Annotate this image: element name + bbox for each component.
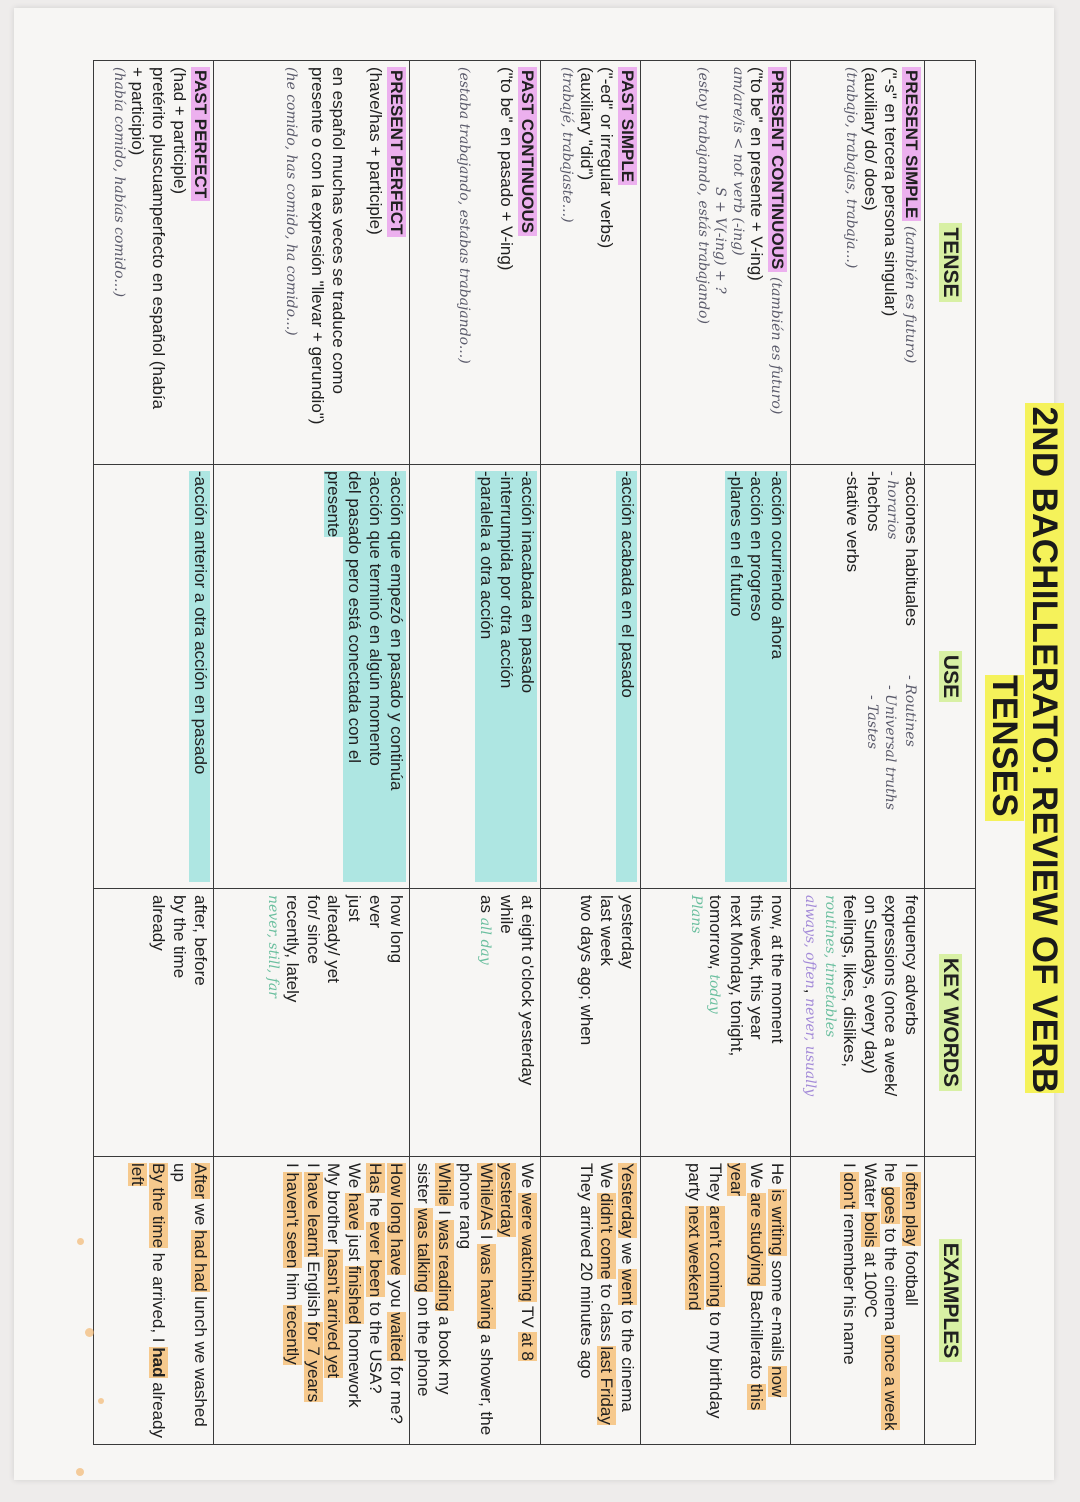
verb-tenses-table <box>93 60 976 1445</box>
tense-name: PAST PERFECT <box>191 67 210 201</box>
use-cell: -acción inacabada en pasado -interrumpida por otra acción -paralela a otra acción <box>409 465 540 889</box>
example-line: he goes to the cinema once a week <box>881 1163 901 1431</box>
examples-cell: After we had had lunch we washed up By the time he arrived, I had already left <box>93 1157 213 1445</box>
paper-sheet <box>14 8 1064 1480</box>
tense-cell: PRESENT CONTINUOUS (también es futuro) ("to be" en presente + V-ing) am/are/is < not verb (-ing) S + V(-ing) + ? (estoy trabajando, estás trabajando) <box>641 61 791 465</box>
rotated-page <box>14 8 1080 1502</box>
table-row <box>541 61 641 1445</box>
examples-cell: He is writing some e-mails now We are studying Bachillerato this year They aren't coming to my birthday party next weekend <box>641 1157 791 1445</box>
key-words-cell: now, at the moment this week, this year next Monday, tonight, tomorrow, today Plans <box>641 889 791 1157</box>
use-cell: -acción que empezó en pasado y continúa -acción que terminó en algún momento del pasado pero está conectada con el presente <box>213 465 409 889</box>
example-line: Water boils at 100ºC <box>860 1163 880 1318</box>
example-line: I don't remember his name <box>839 1163 859 1365</box>
table-row <box>93 61 213 1445</box>
key-words-cell: at eight o'clock yesterday while as all day <box>409 889 540 1157</box>
use-cell: -acción acabada en el pasado <box>541 465 641 889</box>
examples-cell: How long have you waited for me? Has he ever been to the USA? We have just finished homework My brother hasn't arrived yet I have learnt English for 7 years I haven't seen him recently <box>213 1157 409 1445</box>
table-row <box>213 61 409 1445</box>
tense-name: PAST CONTINUOUS <box>518 67 537 236</box>
tense-cell: PAST SIMPLE ("-ed" or irregular verbs) (auxiliary "did") (trabajé, trabajaste...) <box>541 61 641 465</box>
examples-cell: We were watching TV at 8 yesterday While/As I was having a shower, the phone rang While I was reading a book my sister was talking on the phone <box>409 1157 540 1445</box>
examples-cell: Yesterday we went to the cinema We didn't come to class last Friday They arrived 20 minutes ago <box>541 1157 641 1445</box>
example-line: I often play football <box>902 1163 921 1306</box>
key-words-cell: how long ever just already/ yet for/ since recently, lately never, still, far <box>213 889 409 1157</box>
tense-note: (también es futuro) <box>902 226 918 364</box>
page-title: 2ND BACHILLERATO: REVIEW OF VERB TENSES <box>1016 368 1064 1128</box>
tense-note: (también es futuro) <box>768 277 784 415</box>
table-row <box>791 61 925 1445</box>
header-use: USE <box>925 465 976 889</box>
paper-stain <box>98 1398 104 1404</box>
paper-stain <box>76 1468 84 1476</box>
tense-cell: PRESENT PERFECT (have/has + participle) en español muchas veces se traduce como presente o con la expresión "llevar + gerundio") (he comido, has comido, ha comido...) <box>213 61 409 465</box>
tense-name: PRESENT CONTINUOUS <box>768 67 787 272</box>
tense-name: PAST SIMPLE <box>618 67 637 185</box>
paper-stain <box>77 1238 84 1245</box>
use-cell: -acción anterior a otra acción en pasado <box>93 465 213 889</box>
header-tense: TENSE <box>925 61 976 465</box>
examples-cell <box>791 1157 925 1445</box>
header-examples: EXAMPLES <box>925 1157 976 1445</box>
tense-cell: PRESENT SIMPLE (también es futuro) ("-s" en tercera persona singular) (auxiliary do/ does) (trabajo, trabajas, trabaja...) <box>791 61 925 465</box>
key-words-cell: after, before by the time already <box>93 889 213 1157</box>
handwritten-note: (trabajo, trabajas, trabaja...) <box>842 67 859 269</box>
tense-name: PRESENT PERFECT <box>387 67 406 237</box>
tense-name: PRESENT SIMPLE <box>902 67 921 221</box>
tense-cell: PAST CONTINUOUS ("to be" en pasado + V-ing) (estaba trabajando, estabas trabajando...) <box>409 61 540 465</box>
table-row <box>409 61 540 1445</box>
use-cell: -acción ocurriendo ahora -acción en progreso -planes en el futuro <box>641 465 791 889</box>
header-key-words: KEY WORDS <box>925 889 976 1157</box>
use-cell: -acciones habituales - horarios -hechos -stative verbs - Routines - Universal truths - Tastes <box>791 465 925 889</box>
key-words-cell: yesterday last week two days ago; when <box>541 889 641 1157</box>
key-words-cell: frequency adverbs expressions (once a week/ on Sundays, every day) feelings, likes, dislikes, routines, timetables always, often, never, usually <box>791 889 925 1157</box>
tense-cell: PAST PERFECT (had + participle) pretérito pluscuamperfecto en español (había + participio) (había comido, habías comido...) <box>93 61 213 465</box>
table-row <box>641 61 791 1445</box>
paper-stain <box>85 1328 94 1337</box>
header-row <box>925 61 976 1445</box>
